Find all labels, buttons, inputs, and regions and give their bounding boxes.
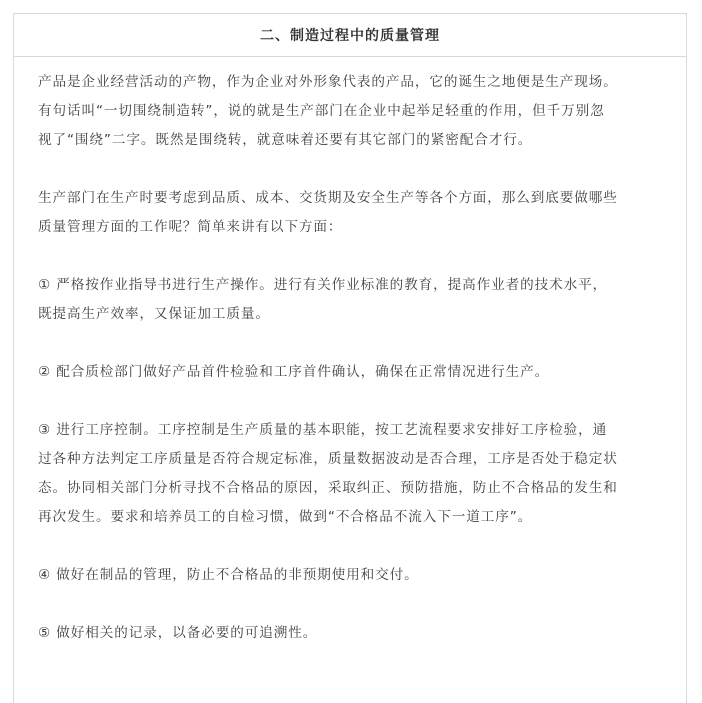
text-line: 质量管理方面的工作呢？简单来讲有以下方面： [38,219,343,235]
paragraph-spacer [38,242,664,271]
paragraph-spacer [38,329,664,358]
text-line: ② 配合质检部门做好产品首件检验和工序首件确认，确保在正常情况进行生产。 [38,364,550,380]
text-line: 产品是企业经营活动的产物，作为企业对外形象代表的产品，它的诞生之地便是生产现场。 [38,74,618,90]
text-line: 有句话叫“一切围绕制造转”，说的就是生产部门在企业中起举足轻重的作用，但千万别忽 [38,103,605,119]
paragraph-spacer [38,590,664,619]
article-body [14,68,686,648]
text-line: 再次发生。要求和培养员工的自检习惯，做到“不合格品不流入下一道工序”。 [38,509,533,525]
text-line: 视了“围绕”二字。既然是围绕转，就意味着还要有其它部门的紧密配合才行。 [38,132,533,148]
paragraph-intro [38,68,664,155]
paragraph-item-1 [38,271,664,329]
text-line: ③ 进行工序控制。工序控制是生产质量的基本职能，按工艺流程要求安排好工序检验，通 [38,422,608,438]
paragraph-item-3 [38,416,664,532]
paragraph-spacer [38,387,664,416]
article-section-box [13,13,687,703]
paragraph-item-2 [38,358,664,387]
text-line: ⑤ 做好相关的记录，以备必要的可追溯性。 [38,625,318,641]
text-line: ④ 做好在制品的管理，防止不合格品的非预期使用和交付。 [38,567,419,583]
text-line: 既提高生产效率，又保证加工质量。 [38,306,270,322]
text-line: 生产部门在生产时要考虑到品质、成本、交货期及安全生产等各个方面，那么到底要做哪些 [38,190,618,206]
paragraph-item-5 [38,619,664,648]
paragraph-spacer [38,155,664,184]
paragraph-overview [38,184,664,242]
section-header [14,14,686,57]
paragraph-spacer [38,532,664,561]
text-line: 过各种方法判定工序质量是否符合规定标准，质量数据波动是否合理，工序是否处于稳定状 [38,451,618,467]
paragraph-item-4 [38,561,664,590]
text-line: 态。协同相关部门分析寻找不合格品的原因，采取纠正、预防措施，防止不合格品的发生和 [38,480,618,496]
section-title: 二、制造过程中的质量管理 [260,28,440,44]
text-line: ① 严格按作业指导书进行生产操作。进行有关作业标准的教育，提高作业者的技术水平， [38,277,608,293]
